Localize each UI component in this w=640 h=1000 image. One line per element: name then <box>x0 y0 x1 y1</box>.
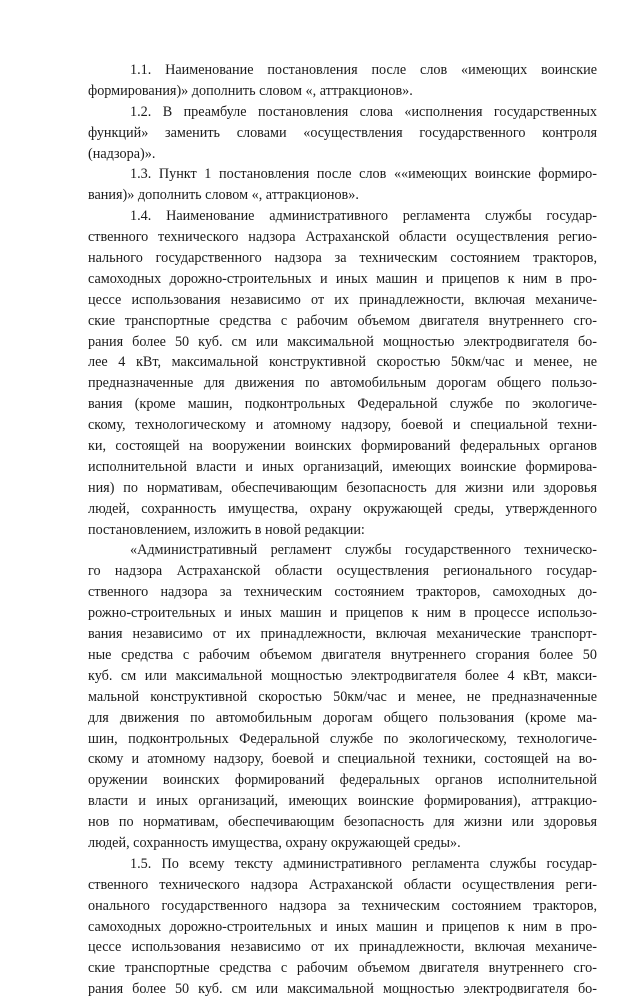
text-line: самоходных дорожно-строительных и иных машин и прицепов к ним в про- <box>88 918 597 935</box>
text-line: вания (кроме машин, подконтрольных Федеральной службе по экологиче- <box>88 396 597 413</box>
text-line: ные средства с рабочим объемом двигателя внутреннего сгорания более 50 <box>88 646 597 663</box>
text-line: людей, сохранность имущества, охрану окружающей среды, утвержденного <box>88 500 597 517</box>
paragraph-p1-1 <box>88 60 597 102</box>
text-line: рания более 50 куб. см или максимальной мощностью электродвигателя бо- <box>88 333 597 350</box>
text-line: 1.1. Наименование постановления после слов «имеющих воинские <box>130 62 597 78</box>
text-line: нов по нормативам, обеспечивающим безопасность для жизни или здоровья <box>88 814 597 831</box>
document-body <box>88 60 597 1000</box>
text-line: рожно-строительных и иных машин и прицепов к ним в процессе использо- <box>88 605 597 622</box>
text-line: ственного технического надзора Астраханской области осуществления реги- <box>88 876 597 893</box>
paragraph-p1-2 <box>88 102 597 165</box>
text-line: рания более 50 куб. см или максимальной мощностью электродвигателя бо- <box>88 981 597 998</box>
text-line: людей, сохранность имущества, охрану окружающей среды». <box>88 834 461 851</box>
paragraph-p1-5 <box>88 854 597 1000</box>
text-line: вания независимо от их принадлежности, включая механические транспорт- <box>88 626 597 643</box>
text-line: для движения по автомобильным дорогам общего пользования (кроме ма- <box>88 709 597 726</box>
text-line: самоходных дорожно-строительных и иных машин и прицепов к ним в про- <box>88 270 597 287</box>
text-line: 1.5. По всему тексту административного регламента службы государ- <box>130 855 597 872</box>
text-line: куб. см или максимальной мощностью электродвигателя более 4 кВт, макси- <box>88 667 597 684</box>
text-line: ственного надзора за техническим состоянием тракторов, самоходных до- <box>88 584 597 601</box>
text-line: го надзора Астраханской области осуществления регионального государ- <box>88 563 597 580</box>
text-line: шин, подконтрольных Федеральной службе по экологическому, технологиче- <box>88 730 597 747</box>
paragraph-p-quote <box>88 540 597 853</box>
text-line: скому, технологическому и атомному надзору, боевой и специальной техни- <box>88 417 597 434</box>
text-line: вания)» дополнить словом «, аттракционов». <box>88 187 359 204</box>
text-line: 1.3. Пункт 1 постановления после слов ««имеющих воинские формиро- <box>130 166 597 183</box>
text-line: онального государственного надзора за техническим состоянием тракторов, <box>88 897 597 914</box>
text-line: ские транспортные средства с рабочим объемом двигателя внутреннего сго- <box>88 312 597 329</box>
text-line: постановлением, изложить в новой редакции: <box>88 521 365 538</box>
text-line: нального государственного надзора за техническим состоянием тракторов, <box>88 250 597 267</box>
text-line: лее 4 кВт, максимальной конструктивной скоростью 50км/час и менее, не <box>88 354 597 371</box>
text-line: «Административный регламент службы государственного техническо- <box>130 542 597 559</box>
text-line: ские транспортные средства с рабочим объемом двигателя внутреннего сго- <box>88 960 597 977</box>
text-line: функций» заменить словами «осуществления государственного контроля <box>88 124 597 141</box>
paragraph-p1-3 <box>88 164 597 206</box>
text-line: (надзора)». <box>88 145 156 162</box>
text-line: предназначенные для движения по автомобильным дорогам общего пользо- <box>88 375 597 392</box>
text-line: ния) по нормативам, обеспечивающим безопасность для жизни или здоровья <box>88 479 597 496</box>
text-line: 1.4. Наименование административного регламента службы государ- <box>130 208 597 225</box>
text-line: власти и иных организаций, имеющих воинские формирования), аттракцио- <box>88 793 597 810</box>
text-line: мальной конструктивной скоростью 50км/час и менее, не предназначенные <box>88 688 597 705</box>
text-line: цессе использования независимо от их принадлежности, включая механиче- <box>88 291 597 308</box>
text-line: скому и атомному надзору, боевой и специальной техники, состоящей на во- <box>88 751 597 768</box>
text-line: ки, состоящей на вооружении воинских формирований федеральных органов <box>88 438 597 455</box>
text-line: 1.2. В преамбуле постановления слова «исполнения государственных <box>130 103 597 120</box>
text-line: формирования)» дополнить словом «, аттракционов». <box>88 82 413 99</box>
text-line: цессе использования независимо от их принадлежности, включая механиче- <box>88 939 597 956</box>
text-line: исполнительной власти и иных организаций, имеющих воинские формирова- <box>88 458 597 475</box>
text-line: оружении воинских формирований федеральных органов исполнительной <box>88 772 597 789</box>
paragraph-p1-4 <box>88 206 597 540</box>
text-line: ственного технического надзора Астраханской области осуществления регио- <box>88 229 597 246</box>
